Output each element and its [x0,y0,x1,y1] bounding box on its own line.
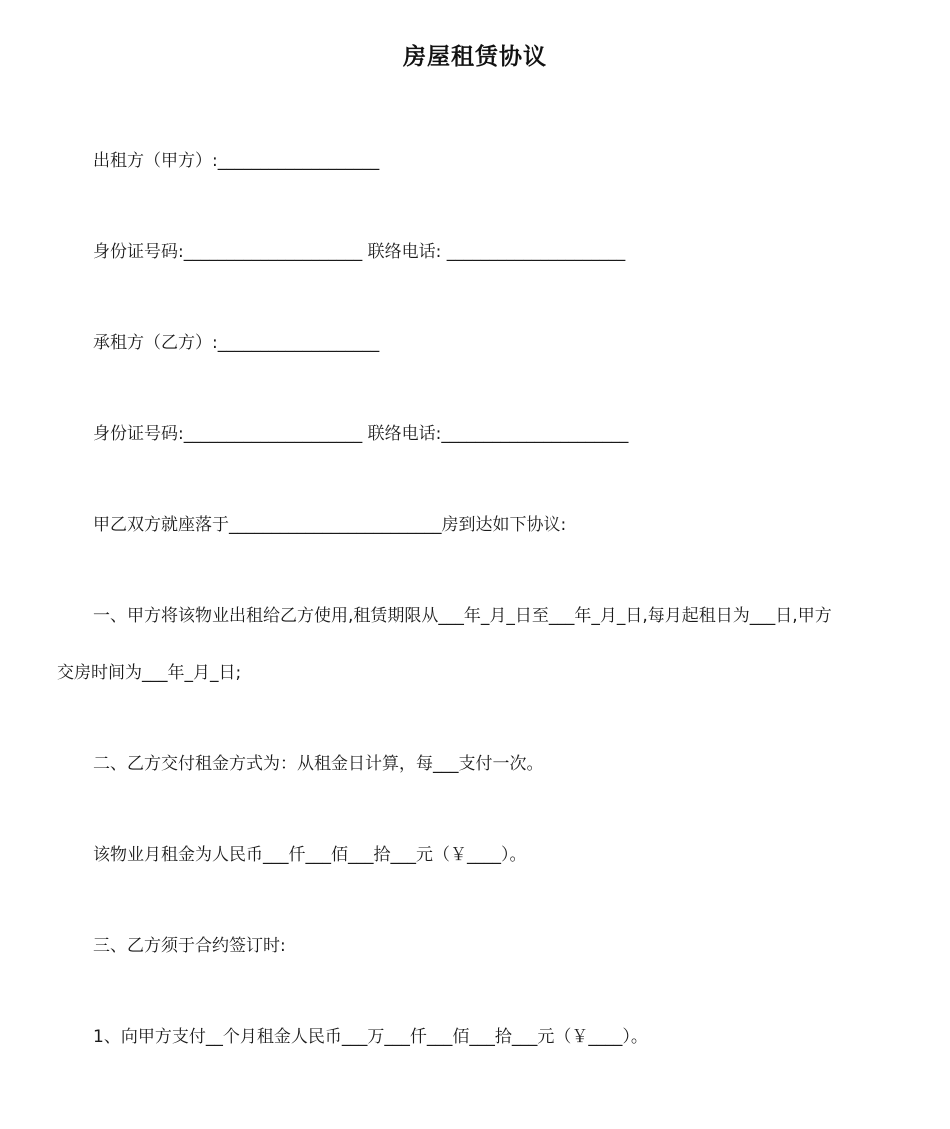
clause-two-line: 二、乙方交付租金方式为：从租金日计算，每___支付一次。 [93,754,544,774]
lessor-id-phone-line: 身份证号码:_____________________ 联络电话: _____________________ [93,242,626,262]
lessor-line: 出租方（甲方）:___________________ [93,151,380,171]
lessee-line: 承租方（乙方）:___________________ [93,333,380,353]
clause-one-line: 一、甲方将该物业出租给乙方使用,租赁期限从___年_月_日至___年_月_日,每月起租日为___日,甲方 [93,606,832,626]
monthly-rent-line: 该物业月租金为人民币___仟___佰___拾___元（￥____）。 [93,845,527,865]
clause-one-continuation: 交房时间为___年_月_日; [57,663,242,683]
document-title: 房屋租赁协议 [403,44,547,70]
clause-three-item-one: 1、向甲方支付__个月租金人民币___万___仟___佰___拾___元（￥____）。 [93,1027,648,1047]
property-location-line: 甲乙双方就座落于_________________________房到达如下协议: [93,515,567,535]
clause-three-line: 三、乙方须于合约签订时: [93,936,286,956]
lessee-id-phone-line: 身份证号码:_____________________ 联络电话:______________________ [93,424,629,444]
